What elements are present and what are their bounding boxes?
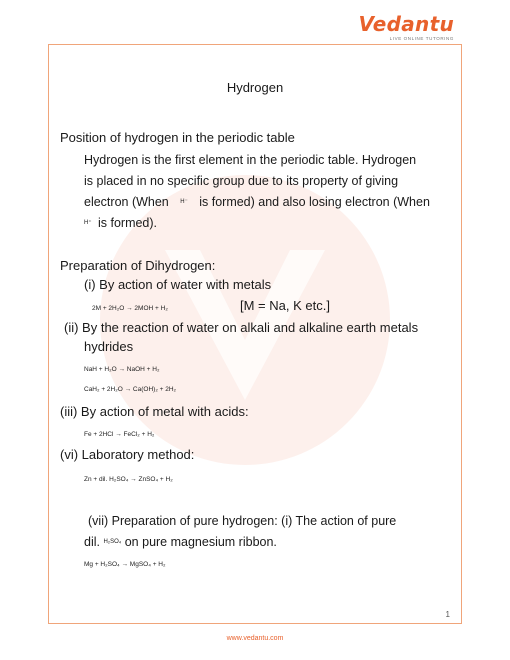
method-vii-acid: H₂SO₄ — [103, 539, 122, 546]
method-vii-line-1-text: (vii) Preparation of pure hydrogen: (i) The action of pure — [88, 514, 397, 528]
page-number: 1 — [445, 610, 450, 619]
prep-heading: Preparation of Dihydrogen: — [60, 258, 216, 273]
method-vii-line-1 — [84, 511, 450, 532]
method-i-label: (i) By action of water with metals — [84, 277, 272, 292]
method-vii-dil: dil. — [84, 535, 100, 549]
logo-wordmark: Vedantu — [358, 12, 454, 36]
method-vii-line-2 — [84, 532, 450, 553]
equation-5: Zn + dil. H₂SO₄ → ZnSO₄ + H₂ — [84, 476, 173, 483]
hydride-ion: H⁻ — [180, 199, 188, 206]
method-vii-text — [84, 511, 450, 553]
method-vii-line-2-text: on pure magnesium ribbon. — [124, 535, 277, 549]
method-iii-label: (iii) By action of metal with acids: — [60, 404, 249, 419]
method-vi-label: (vi) Laboratory method: — [60, 447, 195, 462]
method-ii-label-1: (ii) By the reaction of water on alkali and alkaline earth metals — [64, 320, 419, 335]
position-line-4 — [84, 213, 157, 234]
equation-1-note: [M = Na, K etc.] — [240, 298, 330, 313]
equation-1: 2M + 2H₂O → 2MOH + H₂ — [92, 305, 168, 312]
position-line-2: is placed in no specific group due to its property of giving — [84, 174, 399, 188]
position-line-4-text: is formed). — [97, 216, 158, 230]
equation-6: Mg + H₂SO₄ → MgSO₄ + H₂ — [84, 561, 166, 568]
equation-2: NaH + H₂O → NaOH + H₂ — [84, 366, 160, 373]
method-ii-label-2: hydrides — [84, 339, 134, 354]
position-line-3b: is formed) and also losing electron (When — [199, 195, 430, 209]
position-heading: Position of hydrogen in the periodic table — [60, 130, 295, 145]
position-line-3 — [84, 192, 430, 213]
position-line-1: Hydrogen is the first element in the periodic table. Hydrogen — [84, 153, 417, 167]
proton-ion: H⁺ — [84, 220, 92, 227]
page-title: Hydrogen — [226, 80, 284, 95]
equation-4: Fe + 2HCl → FeCl₂ + H₂ — [84, 431, 155, 438]
equation-3: CaH₂ + 2H₂O → Ca(OH)₂ + 2H₂ — [84, 386, 177, 393]
vedantu-logo — [358, 14, 454, 41]
position-line-3a: electron (When — [84, 195, 169, 209]
logo-tagline: LIVE ONLINE TUTORING — [389, 36, 454, 41]
footer-url[interactable]: www.vedantu.com — [226, 635, 284, 642]
